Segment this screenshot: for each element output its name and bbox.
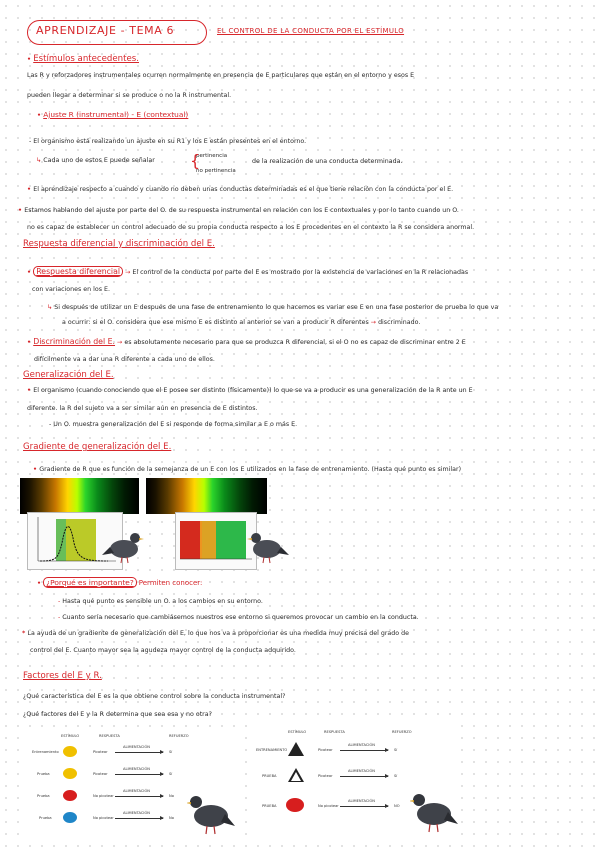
reinforcer-label: ALIMENTACIÓN <box>123 811 150 815</box>
pertinencia-label: pertinencia <box>196 153 228 159</box>
spectrum-bar-right <box>146 478 267 514</box>
pigeon-icon <box>410 784 458 836</box>
bullet-senalar-end: de la realización de una conducta determinada. <box>252 158 403 165</box>
disc-line: • Discriminación del E. → es absolutamente necesario para que se produzca R diferencial, si el O no es capaz de discriminar entre 2 E <box>27 337 466 346</box>
row-label: Prueba <box>39 816 52 820</box>
col-header: ESTÍMULO <box>61 734 80 738</box>
why-line: • ¿Porqué es importante? Permiten conocer: <box>37 578 203 587</box>
reinforcer-label: ALIMENTACIÓN <box>123 745 150 749</box>
row-label: PRUEBA <box>262 804 277 808</box>
why-item-2: - Cuanto sería necesario que cambiásemos nuestros ese entorno si queremos provocar un cambio en la conducta. <box>58 614 419 621</box>
reinforcer-label: ALIMENTACIÓN <box>348 743 375 747</box>
conclusion-2: control del E. Cuanto mayor sea la agudeza mayor control de la conducta adquirido. <box>30 647 296 654</box>
figure-left <box>27 728 237 842</box>
row-label: PRUEBA <box>262 774 277 778</box>
rd-line-2: con variaciones en los E. <box>32 286 111 293</box>
result-label: Sí <box>169 750 173 754</box>
result-label: Sí <box>394 774 398 778</box>
bullet-organismo: - El organismo está realizando un ajuste en su R1 y los E están presentes en el entorno. <box>29 138 307 145</box>
response-label: No picotear <box>93 816 114 820</box>
section-heading-gradiente: Gradiente de generalización del E. <box>23 442 172 452</box>
arrow <box>340 806 388 807</box>
result-label: NO <box>394 804 400 808</box>
arrow <box>115 774 163 775</box>
bullet-estamos: • Estamos hablando del ajuste por parte del O. de su respuesta instrumental en relación con los E contextuales y por lo tanto cuando un O. <box>18 207 459 214</box>
conclusion-1: * La ayuda de un gradiente de generalización del E, lo que nos va a proporcionar es una medida muy precisa del grado de <box>22 630 410 637</box>
why-item-1: - Hasta qué punto es sensible un O. a los cambios en su entorno. <box>58 598 263 605</box>
reinforcer-label: ALIMENTACIÓN <box>348 769 375 773</box>
gradient-block <box>176 513 256 569</box>
response-label: Picotear <box>93 750 108 754</box>
bullet-estamos-cont: no es capaz de establecer un control adecuado de su propia conducta respecto a los E procedentes en el contexto la R se considera anormal. <box>27 224 475 231</box>
page-title: APRENDIZAJE - TEMA 6 <box>36 24 175 37</box>
gradiente-paragraph: • Gradiente de R que es función de la semejanza de un E con los E utilizados en la fase de entrenamiento. (Hasta qué punto es similar) <box>33 466 462 473</box>
arrow <box>340 750 388 751</box>
reinforcer-label: ALIMENTACIÓN <box>123 767 150 771</box>
pigeon-icon <box>187 786 235 838</box>
gen-paragraph-3: - Un O. muestra generalización del E si responde de forma similar a E o más E. <box>49 421 298 428</box>
result-label: Sí <box>169 772 173 776</box>
spectrum-bar-left <box>20 478 139 514</box>
result-label: Sí <box>394 748 398 752</box>
row-label: Prueba <box>37 794 50 798</box>
section-heading-antecedentes: • Estímulos antecedentes. <box>27 54 139 64</box>
col-header: REFUERZO <box>169 734 189 738</box>
gradient-graph-right <box>175 512 257 570</box>
no-pertinencia-label: no pertinencia <box>196 168 236 174</box>
rd-sub-1: ↳ Si después de utilizar un E después de una fase de entrenamiento lo que hacemos es variar ese E en una fase posterior de prueba lo que va <box>47 304 499 311</box>
stimulus-blue-circle <box>63 812 77 823</box>
pigeon-icon <box>247 525 289 565</box>
page-subtitle: EL CONTROL DE LA CONDUCTA POR EL ESTÍMULO <box>217 27 405 35</box>
arrow <box>115 796 163 797</box>
response-label: No picotear <box>318 804 339 808</box>
reinforcer-label: ALIMENTACIÓN <box>123 789 150 793</box>
bullet-aprendizaje: • El aprendizaje respecto a cuando y cuando no deben unas conductas determinadas es el que tiene relación con la conducta por el E. <box>27 186 454 193</box>
col-header: RESPUESTA <box>99 734 120 738</box>
section-heading-generalizacion: Generalización del E. <box>23 370 114 380</box>
arrow <box>115 752 163 753</box>
reinforcer-label: ALIMENTACIÓN <box>348 799 375 803</box>
response-label: Picotear <box>318 748 333 752</box>
section-heading-respuesta-diferencial: Respuesta diferencial y discriminación del E. <box>23 239 215 249</box>
row-label: Entrenamiento <box>32 750 59 754</box>
figure-right <box>248 724 460 840</box>
col-header: REFUERZO <box>392 730 412 734</box>
result-label: No <box>169 816 174 820</box>
question-1: ¿Qué característica del E es la que obtiene control sobre la conducta instrumental? <box>23 693 286 700</box>
rd-line: • Respuesta diferencial → El control de la conducta por parte del E es mostrado por la existencia de variaciones en la R relacionadas <box>27 267 469 276</box>
brace-icon: { <box>190 151 201 170</box>
response-label: Picotear <box>93 772 108 776</box>
response-label: No picotear <box>93 794 114 798</box>
paragraph: Las R y reforzadores instrumentales ocurren normalmente en presencia de E particulares que están en el entorno y esos E <box>27 72 415 79</box>
section-heading-factores: Factores del E y R. <box>23 671 102 681</box>
stimulus-red-circle <box>286 798 304 812</box>
gen-paragraph-2: diferente. la R del sujeto va a ser similar aún en presencia de E distintos. <box>27 405 258 412</box>
arrow <box>115 818 163 819</box>
triangle-inner <box>291 772 301 781</box>
col-header: RESPUESTA <box>324 730 345 734</box>
rd-sub-2: a ocurrir: si el O. considera que ese mismo E es distinto al anterior se van a producir R diferentes → discriminado. <box>62 319 421 326</box>
ajuste-subheading: • Ajuste R (instrumental) - E (contextual) <box>37 110 189 119</box>
stimulus-yellow-circle <box>63 768 77 779</box>
gen-paragraph-1: • El organismo (cuando conociendo que el E posee ser distinto (físicamente)) lo que se va a producir es una generalización de la R ante un E <box>27 387 473 394</box>
pigeon-icon <box>102 525 144 565</box>
row-label: Prueba <box>37 772 50 776</box>
result-label: No <box>169 794 174 798</box>
stimulus-triangle-icon <box>288 742 304 756</box>
disc-line-2: difícilmente va a dar una R diferente a cada uno de ellos. <box>34 356 215 363</box>
stimulus-yellow-circle <box>63 746 77 757</box>
bullet-senalar: ↳ Cada uno de estos E puede señalar <box>36 157 155 164</box>
stimulus-red-circle <box>63 790 77 801</box>
paragraph: pueden llegar a determinar si se produce o no la R instrumental. <box>27 92 232 99</box>
response-label: Picotear <box>318 774 333 778</box>
row-label: ENTRENAMIENTO <box>256 748 288 752</box>
col-header: ESTÍMULO <box>288 730 307 734</box>
arrow <box>340 776 388 777</box>
question-2: ¿Qué factores del E y la R determina que sea esa y no otra? <box>23 711 212 718</box>
